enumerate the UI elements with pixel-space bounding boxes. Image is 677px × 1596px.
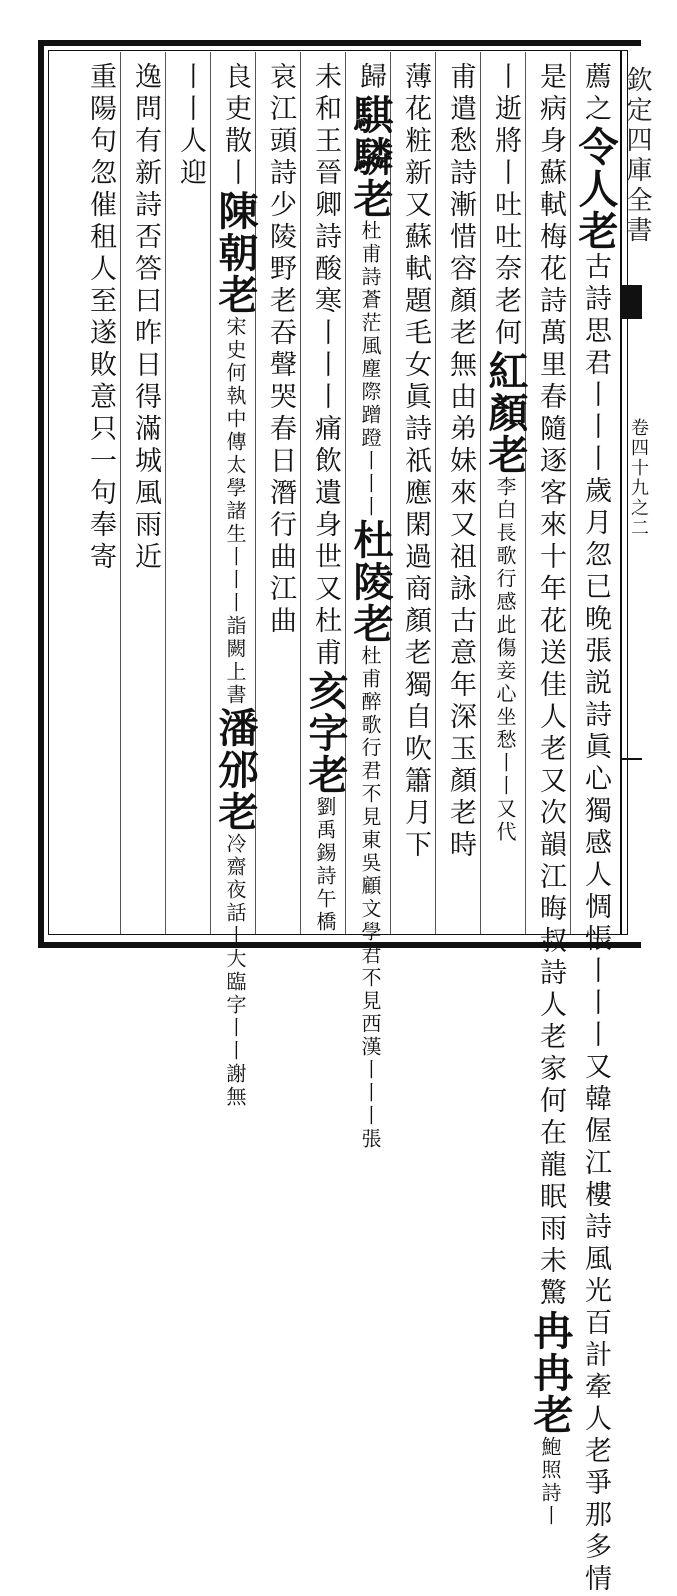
text-segment: 未和王晉卿詩酸寒丨丨丨痛飲遺身世又杜甫 (310, 62, 341, 670)
headword: 潘邠老 (212, 707, 259, 833)
text-segment: 哀江頭詩少陵野老吞聲哭春日潛行曲江曲 (265, 62, 296, 638)
headword: 杜陵老 (347, 519, 394, 645)
headword: 冉冉老 (527, 1310, 574, 1436)
text-segment: 杜甫醉歌行君不見東吳顧文學君不見西漢丨丨丨張 (358, 645, 382, 1151)
text-segment: 李白長歌行感此傷妾心坐愁丨丨又代 (493, 476, 517, 844)
text-column (212, 62, 259, 1109)
text-segment: 甫遣愁詩漸惜容顏老無由弟妹來又祖詠古意年深玉顏老時 (445, 62, 476, 862)
headword: 令人老 (572, 126, 619, 252)
text-segment: 丨逝將丨吐吐奈老何 (490, 62, 521, 350)
text-segment: 劉禹錫詩午橋 (313, 796, 337, 934)
text-segment: 是病身蘇軾梅花詩萬里春隨逐客來十年花送佳人老又次韻江晦叔詩人老家何在龍眠雨未驚 (535, 62, 566, 1310)
headword: 亥字老 (302, 670, 349, 796)
text-column (527, 62, 574, 1528)
headword: 騏驎老 (347, 94, 394, 220)
text-column (392, 62, 438, 922)
text-column (122, 62, 168, 922)
text-segment: 宋史何執中傳太學諸生丨丨丨詣闕上書 (223, 316, 247, 707)
text-column (257, 62, 303, 922)
text-segment: 杜甫詩蒼茫風塵際蹭蹬丨丨丨 (358, 220, 382, 519)
text-segment: 薦之 (580, 62, 611, 126)
text-segment: 良吏散丨 (220, 62, 251, 190)
margin-tick (622, 758, 642, 760)
text-column (482, 62, 528, 922)
text-segment: 古詩思君丨丨丨歲月忽已晚張説詩眞心獨感人惆悵丨丨丨又韓偓江樓詩風光百計牽人老爭那多情 (580, 252, 611, 1596)
text-segment: 歸 (355, 62, 386, 94)
text-column (572, 62, 619, 1596)
headword: 陳朝老 (212, 190, 259, 316)
text-segment: 丨丨人迎 (175, 62, 206, 190)
text-segment: 冷齋夜話丨大臨字丨丨謝無 (223, 833, 247, 1109)
volume-label: 卷四十九之二 (628, 418, 649, 538)
text-segment: 逸問有新詩否答曰昨日得滿城風雨近 (130, 62, 161, 574)
text-column (302, 62, 349, 934)
book-title: 欽定四庫全書 (622, 66, 652, 246)
fishtail-mark (622, 285, 642, 319)
text-column (437, 62, 483, 922)
headword: 紅顏老 (482, 350, 529, 476)
text-segment: 重陽句忽催租人至遂敗意只一句奉寄 (85, 62, 116, 574)
text-segment: 鮑照詩丨 (538, 1436, 562, 1528)
text-column (347, 62, 394, 1151)
text-column (167, 62, 213, 922)
text-segment: 薄花粧新又蘇軾題毛女眞詩祇應閑過商顏老獨自吹簫月下 (400, 62, 431, 862)
text-column (77, 62, 123, 922)
